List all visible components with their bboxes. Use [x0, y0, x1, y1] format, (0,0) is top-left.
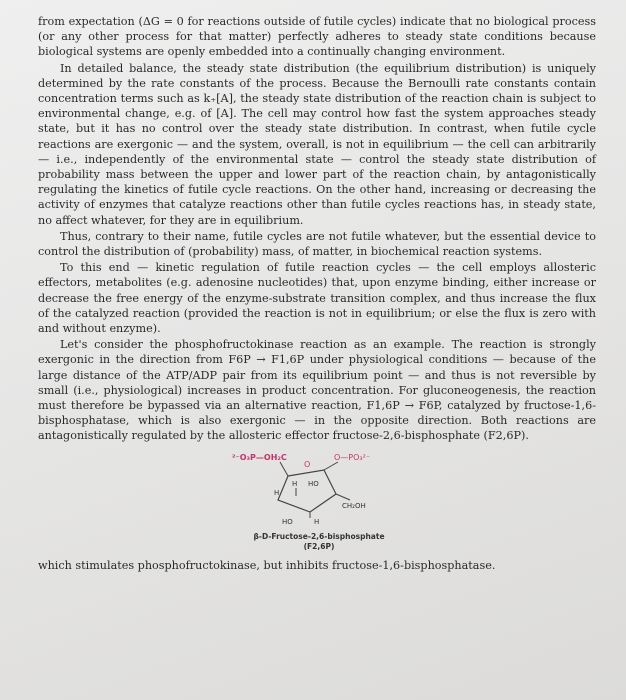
figure-caption-name: β-D-Fructose-2,6-bisphosphate [253, 531, 385, 541]
structure-drawing [218, 448, 438, 532]
h-label-bottom: H [314, 517, 320, 526]
figure-caption [234, 532, 404, 552]
paragraph-final-line: which stimulates phosphofructokinase, but inhibits fructose-1,6-bisphosphatase. [38, 558, 496, 572]
h-label-left: H [274, 488, 280, 497]
furanose-ring [278, 470, 336, 512]
fructose-bisphosphate-structure [218, 448, 438, 556]
ho-label-top: HO [308, 479, 319, 488]
phosphate-group-left: ²⁻O₃P—OH₂C [232, 452, 287, 462]
figure-caption-abbrev: (F2,6P) [303, 541, 335, 551]
bond-ch2 [280, 462, 288, 476]
paragraph-allosteric-effectors: To this end — kinetic regulation of futile reaction cycles — the cell employs allosteric effectors, metabolites (e.g. adenosine nucleotides) that, upon enzyme binding, either increase or decrease the free energy of the enzyme-substrate transition complex, and thus increase the flux of the catalyzed reaction (provided the reaction is not in equilibrium; or else the flux is zero with and without enzyme). [38, 261, 596, 336]
h-label-top: H [292, 479, 298, 488]
ring-oxygen-label: O [304, 459, 311, 469]
paragraph-futile-cycles: Thus, contrary to their name, futile cycles are not futile whatever, but the essential device to control the distribution of (probability) mass, of matter, in biochemical reaction systems. [38, 229, 596, 259]
ho-label-bottom: HO [282, 517, 293, 526]
ch2oh-label: CH₂OH [342, 501, 366, 510]
paragraph-phosphofructokinase: Let's consider the phosphofructokinase reaction as an example. The reaction is strongly exergonic in the direction from F6P → F1,6P under physiological conditions — because of the large distance of the ATP/ADP pair from its equilibrium point — and thus is not reversible by small (i.e., physiological) increases in product concentration. For gluconeogenesis, the reaction must therefore be bypassed via an alternative reaction, F1,6P → F6P, catalyzed by fructose-1,6-bisphosphatase, which is also exergonic — in the opposite direction. Both reactions are antagonistically regulated by the allosteric effector fructose-2,6-bisphosphate (F2,6P). [38, 338, 596, 443]
paragraph-detailed-balance: In detailed balance, the steady state distribution (the equilibrium distribution) is uniquely determined by the rate constants of the process. Because the Bernoulli rate constants contain concentration terms such as k₊[A], the steady state distribution of the reaction chain is subject to environmental change, e.g. of [A]. The cell may control how fast the system approaches steady state, but it has no control over the steady state distribution. In contrast, when futile cycle reactions are exergonic — and the system, overall, is not in equilibrium — the cell can arbitrarily — i.e., independently of the environmental state — control the steady state distribution of probability mass between the upper and lower part of the reaction chain, by antagonistically regulating the kinetics of futile cycle reactions. On the other hand, increasing or decreasing the activity of enzymes that catalyze reactions other than futile cycles reactions has, in steady state, no affect whatever, for they are in equilibrium. [38, 61, 596, 227]
paragraph-intro: from expectation (ΔG = 0 for reactions outside of futile cycles) indicate that no biological process (or any other process for that matter) perfectly adheres to steady state conditions because biological systems are openly embedded into a continually changing environment. [38, 15, 596, 59]
bond-ch2oh [336, 494, 350, 500]
phosphate-group-right: O—PO₃²⁻ [334, 452, 371, 462]
bond-ophos [324, 462, 338, 470]
